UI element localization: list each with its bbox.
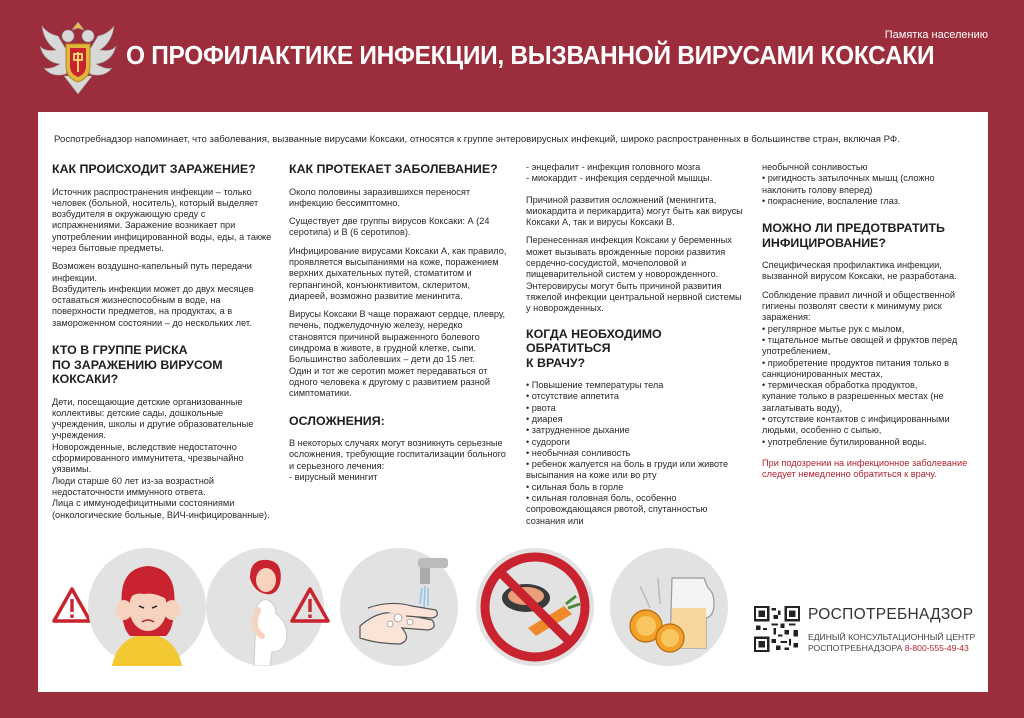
emblem-icon [38,16,118,98]
list-item: • Повышение температуры тела [526,380,664,391]
paragraph: Причиной развития осложнений (менингита, миокардита и перикардита) могут быть как вирусы Коксаки А, так и вирусы Коксаки В. [526,194,743,228]
paragraph: Один и тот же серотип может передаваться от одного человека к другому с развитием разной симптоматики. [289,365,491,399]
list-item: • рвота [526,402,556,413]
qr-code-icon [754,606,800,652]
list-item: • ригидность затылочных мышц (сложно наклонить голову вперед) [762,173,935,195]
column-complications-cont [526,162,748,534]
paragraph: Специфическая профилактика инфекции, вызванной вирусом Коксаки, не разработана. [762,260,957,282]
list-item: купание только в разрешенных местах (не заглатывать воду), [762,391,944,413]
paragraph: Новорожденные, вследствие недостаточно сформированного иммунитета, чрезвычайно уязвимы. [52,441,244,475]
intro-text: Роспотребнадзор напоминает, что заболевания, вызванные вирусами Коксаки, относятся к группе энтеровирусных инфекций, широко распространенных в большинстве стран, включая РФ. [54,134,900,145]
brand-subtitle [808,643,969,653]
list-item: высыпания на коже или во рту [526,470,657,481]
paragraph: Возможен воздушно-капельный путь передачи инфекции. [52,261,252,283]
warning-triangle-icon [290,587,330,623]
heading-disease-course: КАК ПРОТЕКАЕТ ЗАБОЛЕВАНИЕ? [289,162,498,176]
list-item: • термическая обработка продуктов, [762,380,918,391]
heading-line: КОГДА НЕОБХОДИМО ОБРАТИТЬСЯ [526,326,662,356]
list-item: • тщательное мытье овощей и фруктов перед употреблением, [762,334,958,357]
list-item: необычной сонливостью [762,162,868,172]
paragraph: Соблюдение правил личной и общественной гигиены позволят свести к минимуму риск заражения: [762,289,955,323]
heading-line: К ВРАЧУ? [526,355,586,370]
list-item: • отсутствие аппетита [526,391,619,402]
warning-triangle-icon [52,587,92,623]
heading-line: ИНФИЦИРОВАНИЕ? [762,235,886,250]
column-infection [52,162,274,528]
heading-line: КТО В ГРУППЕ РИСКА [52,343,188,358]
list-item: • ребенок жалуется на боль в груди или животе [526,459,729,470]
heading-line: МОЖНО ЛИ ПРЕДОТВРАТИТЬ [762,221,945,236]
page-title: О ПРОФИЛАКТИКЕ ИНФЕКЦИИ, ВЫЗВАННОЙ ВИРУСАМИ КОКСАКИ [126,40,935,70]
brand-subtitle-org: РОСПОТРЕБНАДЗОРА [808,643,903,653]
list-item: • сильная боль в горле [526,481,624,492]
heading-when-doctor [526,327,748,371]
paragraph: В некоторых случаях могут возникнуть серьезные осложнения, требующие госпитализации больного и серьезного лечения: [289,438,506,471]
paragraph: Вирусы Коксаки В чаще поражают сердце, плевру, печень, поджелудочную железу, нередко становятся причиной выраженного болевого синдрома в животе, в грудной клетке, сыпи. Большинство заболевших – дети до 15 лет. [289,309,506,365]
list-item: • диарея [526,413,563,424]
list-item: • отсутствие контактов с инфицированными людьми, особенно с сыпью, [762,414,950,436]
hotline-phone[interactable]: 8-800-555-49-43 [904,643,969,653]
warning-text: При подозрении на инфекционное заболевание следует немедленно обратиться к врачу. [762,457,968,480]
paragraph: Около половины заразившихся переносят инфекцию бессимптомно. [289,186,471,208]
heading-prevention [762,221,972,250]
column-disease-course [289,162,511,490]
paragraph: Источник распространения инфекции – только человек (больной, носитель), который выделяет возбудителя в окружающую среду с испражнениями. Заражение возникает при употреблении инфицированной воды, еды, а также через бытовые предметы. [52,186,272,253]
brand-block [754,606,980,666]
list-item: • приобретение продуктов питания только в санкционированных местах, [762,357,949,379]
paragraph: Возбудитель инфекции может до двух месяцев оставаться жизнеспособным в воде, на поверхности предметов, на продуктах, а в замороженном состоянии – до нескольких лет. [52,283,254,328]
list-item: - энцефалит - инфекция головного мозга [526,162,701,172]
content-panel [38,112,988,692]
paragraph: Дети, посещающие детские организованные коллективы: детские сады, дошкольные учреждения, школы и другие образовательные учреждения. [52,396,254,441]
list-item: • затрудненное дыхание [526,425,630,436]
brand-name: РОСПОТРЕБНАДЗОР [808,606,974,623]
paragraph: Лица с иммунодефицитными состояниями (онкологические больные, ВИЧ-инфицированные). [52,498,270,520]
paragraph: Перенесенная инфекция Коксаки у беременных может вызывать врожденные пороки развития сердечно-сосудистой, мочеполовой и пищеварительной систем у новорожденного. Энтеровирусы могут быть причиной развития тяжелой инфекции центральной нервной системы у новорожденных. [526,235,742,314]
symptom-list [526,380,748,527]
paragraph: Люди старше 60 лет из-за возрастной недостаточности иммунного ответа. [52,475,215,497]
headache-icon [88,548,206,666]
column-prevention [762,162,972,488]
paragraph: - вирусный менингит [289,471,378,482]
prevention-list [762,324,972,448]
no-raw-food-icon [476,548,594,666]
fruit-juice-icon [610,548,728,666]
heading-risk-group [52,343,274,387]
list-item: • употребление бутилированной воды. [762,436,927,447]
list-item: • необычная сонливость [526,447,631,458]
brand-subtitle: ЕДИНЫЙ КОНСУЛЬТАЦИОННЫЙ ЦЕНТР [808,632,976,642]
handwashing-icon [340,548,458,666]
paragraph: Инфицирование вирусами Коксаки А, как правило, проявляется высыпаниями на коже, поражением верхних дыхательных путей, стоматитом и герпангиной, конъюнктивитом, склеритом, диареей, возможно развитие менингита. [289,245,507,301]
list-item: • регулярное мытье рук с мылом, [762,323,905,334]
paragraph: Существует две группы вирусов Коксаки: А (24 серотипа) и В (6 серотипов). [289,216,490,238]
memo-label: Памятка населению [884,29,988,41]
list-item: • сильная головная боль, особенно сопровождающаяся рвотой, спутанностью сознания или [526,493,708,526]
list-item: • покраснение, воспаление глаз. [762,195,901,206]
heading-line: ПО ЗАРАЖЕНИЮ ВИРУСОМ КОКСАКИ? [52,357,223,387]
list-item: • судороги [526,436,570,447]
heading-complications: ОСЛОЖНЕНИЯ: [289,413,385,428]
list-item: - миокардит - инфекция сердечной мышцы. [526,173,713,184]
heading-how-infection: КАК ПРОИСХОДИТ ЗАРАЖЕНИЕ? [52,162,256,176]
